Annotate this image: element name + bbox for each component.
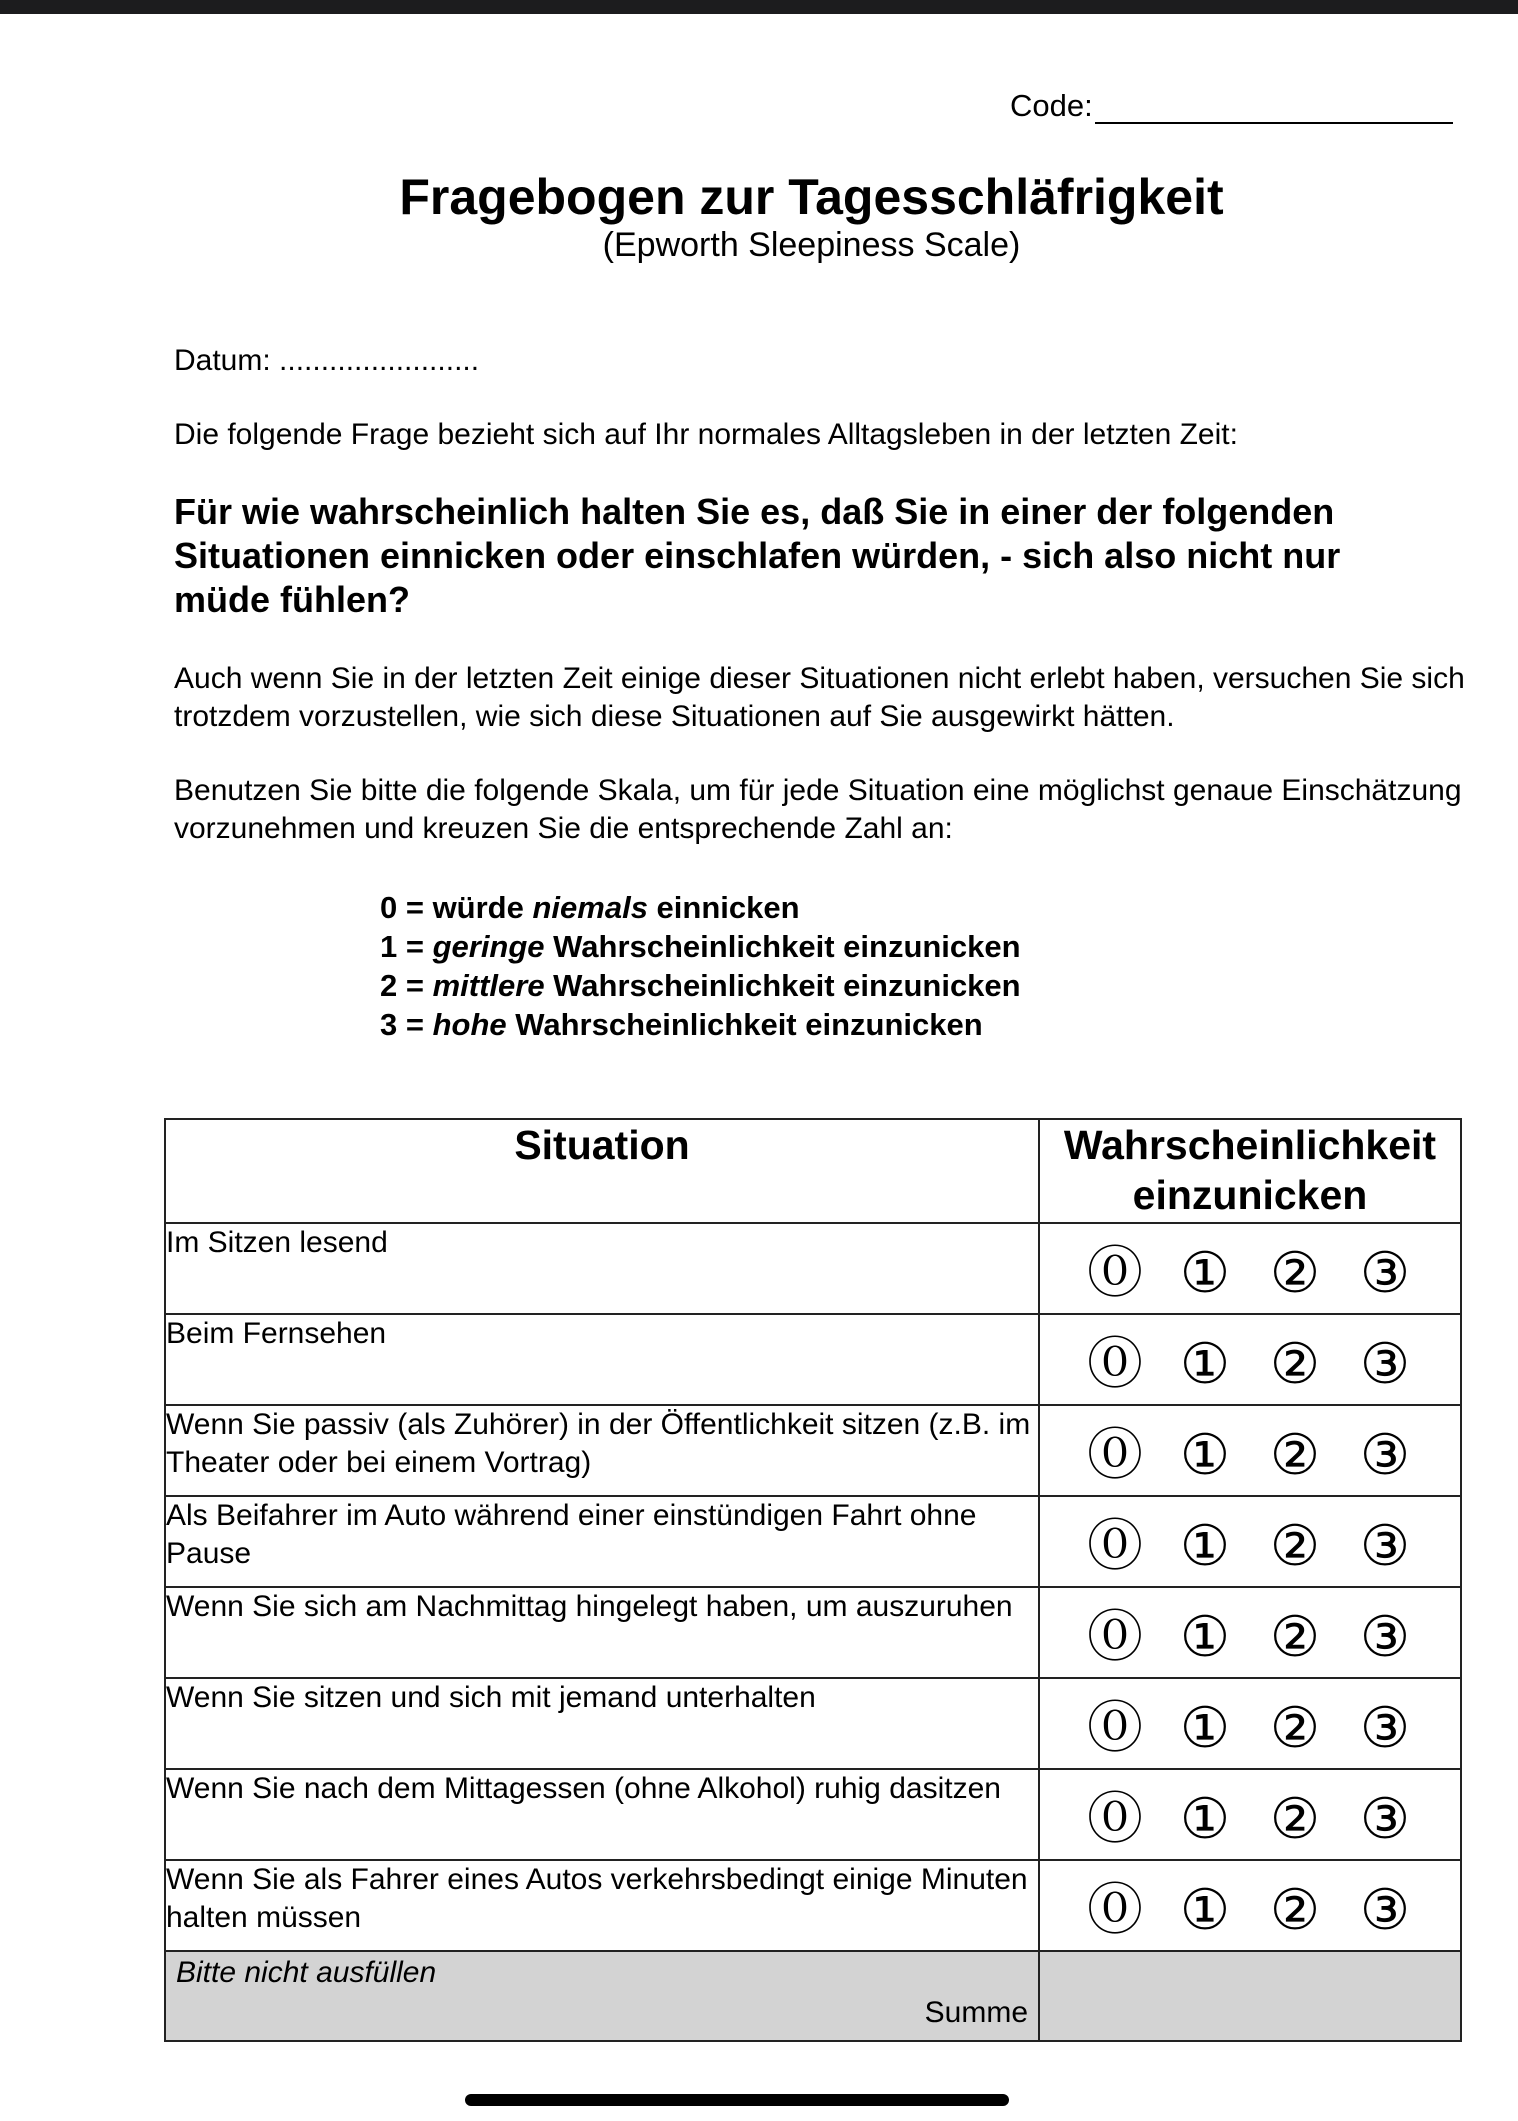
rating-option-2[interactable]: ② [1269,1786,1321,1850]
rating-options [1039,1496,1461,1587]
rating-option-1[interactable]: ① [1179,1604,1231,1668]
rating-option-3[interactable]: ③ [1359,1331,1411,1395]
rating-option-1[interactable]: ① [1179,1695,1231,1759]
sum-value-cell [1039,1951,1461,2041]
rating-option-3[interactable]: ③ [1359,1604,1411,1668]
rating-option-group [1040,1603,1460,1668]
situation-table [164,1118,1462,2042]
home-indicator[interactable] [465,2094,1009,2106]
rating-option-group [1040,1330,1460,1395]
rating-option-2[interactable]: ② [1269,1604,1321,1668]
rating-option-3[interactable]: ③ [1359,1786,1411,1850]
rating-option-1[interactable]: ① [1179,1786,1231,1850]
scale-item-2: 2 = mittlere Wahrscheinlichkeit einzunicken [380,968,1021,1003]
scale-item-3: 3 = hohe Wahrscheinlichkeit einzunicken [380,1007,983,1042]
rating-option-3[interactable]: ③ [1359,1513,1411,1577]
rating-option-0[interactable]: ⓪ [1087,1786,1143,1850]
code-input-line[interactable] [1095,92,1453,124]
table-row [165,1678,1461,1769]
table-row [165,1496,1461,1587]
sum-label: Summe [924,1996,1028,2029]
top-bar [0,0,1518,14]
rating-option-0[interactable]: ⓪ [1087,1604,1143,1668]
table-row [165,1587,1461,1678]
situation-text: Wenn Sie passiv (als Zuhörer) in der Öffentlichkeit sitzen (z.B. im Theater oder bei einem Vortrag) [165,1405,1039,1496]
rating-option-0[interactable]: ⓪ [1087,1513,1143,1577]
rating-option-0[interactable]: ⓪ [1087,1422,1143,1486]
situation-column-header: Situation [165,1119,1039,1223]
rating-scale-legend [380,888,1021,1044]
instructions-paragraph-2: Benutzen Sie bitte die folgende Skala, um für jede Situation eine möglichst genaue Einschätzung vorzunehmen und kreuzen Sie die entsprechende Zahl an: [174,774,1462,845]
table-row [165,1769,1461,1860]
scale-item-1: 1 = geringe Wahrscheinlichkeit einzunicken [380,929,1021,964]
rating-option-3[interactable]: ③ [1359,1877,1411,1941]
intro-text: Die folgende Frage bezieht sich auf Ihr normales Alltagsleben in der letzten Zeit: [174,418,1238,451]
code-label: Code: [1010,88,1093,123]
table-row [165,1223,1461,1314]
situation-text: Als Beifahrer im Auto während einer einstündigen Fahrt ohne Pause [165,1496,1039,1587]
rating-option-group [1040,1239,1460,1304]
rating-option-2[interactable]: ② [1269,1331,1321,1395]
rating-option-1[interactable]: ① [1179,1331,1231,1395]
rating-option-2[interactable]: ② [1269,1240,1321,1304]
rating-option-0[interactable]: ⓪ [1087,1695,1143,1759]
rating-option-3[interactable]: ③ [1359,1695,1411,1759]
rating-option-2[interactable]: ② [1269,1695,1321,1759]
rating-option-2[interactable]: ② [1269,1877,1321,1941]
rating-option-1[interactable]: ① [1179,1240,1231,1304]
rating-option-2[interactable]: ② [1269,1422,1321,1486]
situation-text: Wenn Sie sitzen und sich mit jemand unterhalten [165,1678,1039,1769]
rating-options [1039,1405,1461,1496]
do-not-fill-note: Bitte nicht ausfüllen [176,1956,437,1989]
instructions-paragraph-1: Auch wenn Sie in der letzten Zeit einige dieser Situationen nicht erlebt haben, versuchen Sie sich trotzdem vorzustellen, wie sich diese Situationen auf Sie ausgewirkt hätten. [174,662,1465,733]
rating-option-0[interactable]: ⓪ [1087,1331,1143,1395]
situation-text: Wenn Sie sich am Nachmittag hingelegt haben, um auszuruhen [165,1587,1039,1678]
page-title: Fragebogen zur Tagesschläfrigkeit [399,169,1224,225]
rating-option-group [1040,1785,1460,1850]
rating-option-1[interactable]: ① [1179,1513,1231,1577]
rating-options [1039,1587,1461,1678]
sum-row-label-cell [165,1951,1039,2041]
rating-option-group [1040,1694,1460,1759]
rating-option-0[interactable]: ⓪ [1087,1240,1143,1304]
scale-item-0: 0 = würde niemals einnicken [380,890,800,925]
rating-option-1[interactable]: ① [1179,1877,1231,1941]
date-field[interactable]: Datum: ........................ [174,344,480,377]
code-field[interactable] [1010,88,1453,124]
main-question: Für wie wahrscheinlich halten Sie es, daß Sie in einer der folgenden Situationen einnicken oder einschlafen würden, - sich also nicht nur müde fühlen? [174,491,1341,620]
rating-options [1039,1860,1461,1951]
table-row [165,1860,1461,1951]
sum-row [165,1951,1461,2041]
rating-option-2[interactable]: ② [1269,1513,1321,1577]
situation-text: Beim Fernsehen [165,1314,1039,1405]
probability-column-header: Wahrscheinlichkeit einzunicken [1039,1119,1461,1223]
table-row [165,1405,1461,1496]
rating-option-group [1040,1421,1460,1486]
table-row [165,1314,1461,1405]
page-subtitle: (Epworth Sleepiness Scale) [602,226,1021,264]
situation-text: Im Sitzen lesend [165,1223,1039,1314]
rating-option-group [1040,1512,1460,1577]
situation-text: Wenn Sie nach dem Mittagessen (ohne Alkohol) ruhig dasitzen [165,1769,1039,1860]
rating-option-3[interactable]: ③ [1359,1240,1411,1304]
rating-options [1039,1314,1461,1405]
rating-options [1039,1769,1461,1860]
rating-option-1[interactable]: ① [1179,1422,1231,1486]
rating-options [1039,1678,1461,1769]
rating-option-group [1040,1876,1460,1941]
table-header-row [165,1119,1461,1223]
situation-text: Wenn Sie als Fahrer eines Autos verkehrsbedingt einige Minuten halten müssen [165,1860,1039,1951]
rating-option-0[interactable]: ⓪ [1087,1877,1143,1941]
rating-option-3[interactable]: ③ [1359,1422,1411,1486]
rating-options [1039,1223,1461,1314]
